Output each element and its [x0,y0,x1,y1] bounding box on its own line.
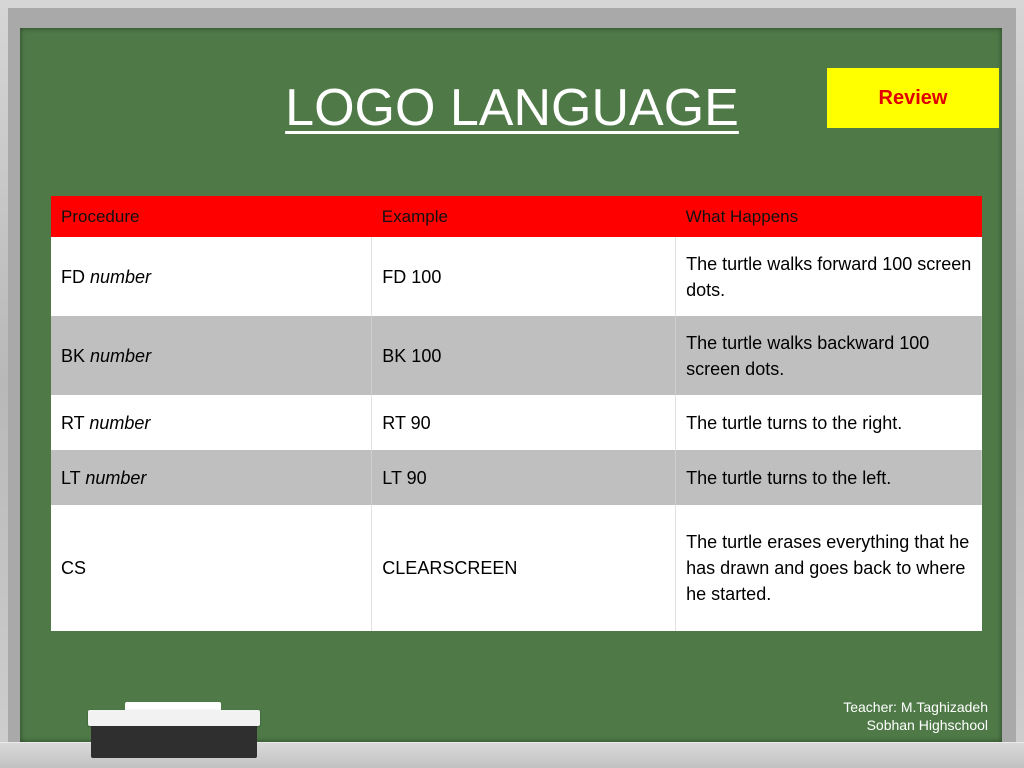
description-cell: The turtle walks forward 100 screen dots. [686,253,972,300]
table-row [51,316,982,395]
procedure-cell [51,395,372,450]
review-badge-label: Review [878,86,948,109]
command-argument: number [90,345,152,366]
slide-title: LOGO LANGUAGE [285,79,739,137]
teacher-credit [728,698,988,734]
example-cell: LT 90 [372,450,676,505]
command-name: LT [61,467,81,488]
command-name: RT [61,412,85,433]
eraser-icon-top [88,710,260,726]
description-cell: The turtle walks backward 100 screen dots. [676,316,982,395]
procedure-cell [51,237,372,316]
command-name: CS [61,558,87,578]
school-name: Sobhan Highschool [866,717,988,733]
review-badge [827,68,999,128]
description-cell: The turtle turns to the left. [676,450,982,505]
table-row [51,505,982,631]
command-argument: number [85,467,147,488]
description-cell: The turtle turns to the right. [686,412,903,433]
command-argument: number [89,412,151,433]
table-row [51,450,982,505]
command-name: BK [61,345,86,366]
header-procedure: Procedure [61,206,140,226]
header-example: Example [381,206,448,226]
table-header-row [51,196,982,237]
command-name: FD [61,266,85,287]
example-cell: CLEARSCREEN [372,505,676,631]
procedure-cell [51,505,372,631]
example-cell: FD 100 [372,237,676,316]
table-row [51,237,982,316]
command-argument: number [90,266,152,287]
logo-commands-table [51,196,982,631]
example-cell: BK 100 [372,316,676,395]
table-row [51,395,982,450]
example-cell: RT 90 [372,395,676,450]
teacher-name: Teacher: M.Taghizadeh [843,699,988,715]
procedure-cell [51,316,372,395]
header-what-happens: What Happens [685,206,799,226]
eraser-icon-base [91,726,257,758]
procedure-cell [51,450,372,505]
description-cell: The turtle erases everything that he has drawn and goes back to where he started. [686,532,970,604]
